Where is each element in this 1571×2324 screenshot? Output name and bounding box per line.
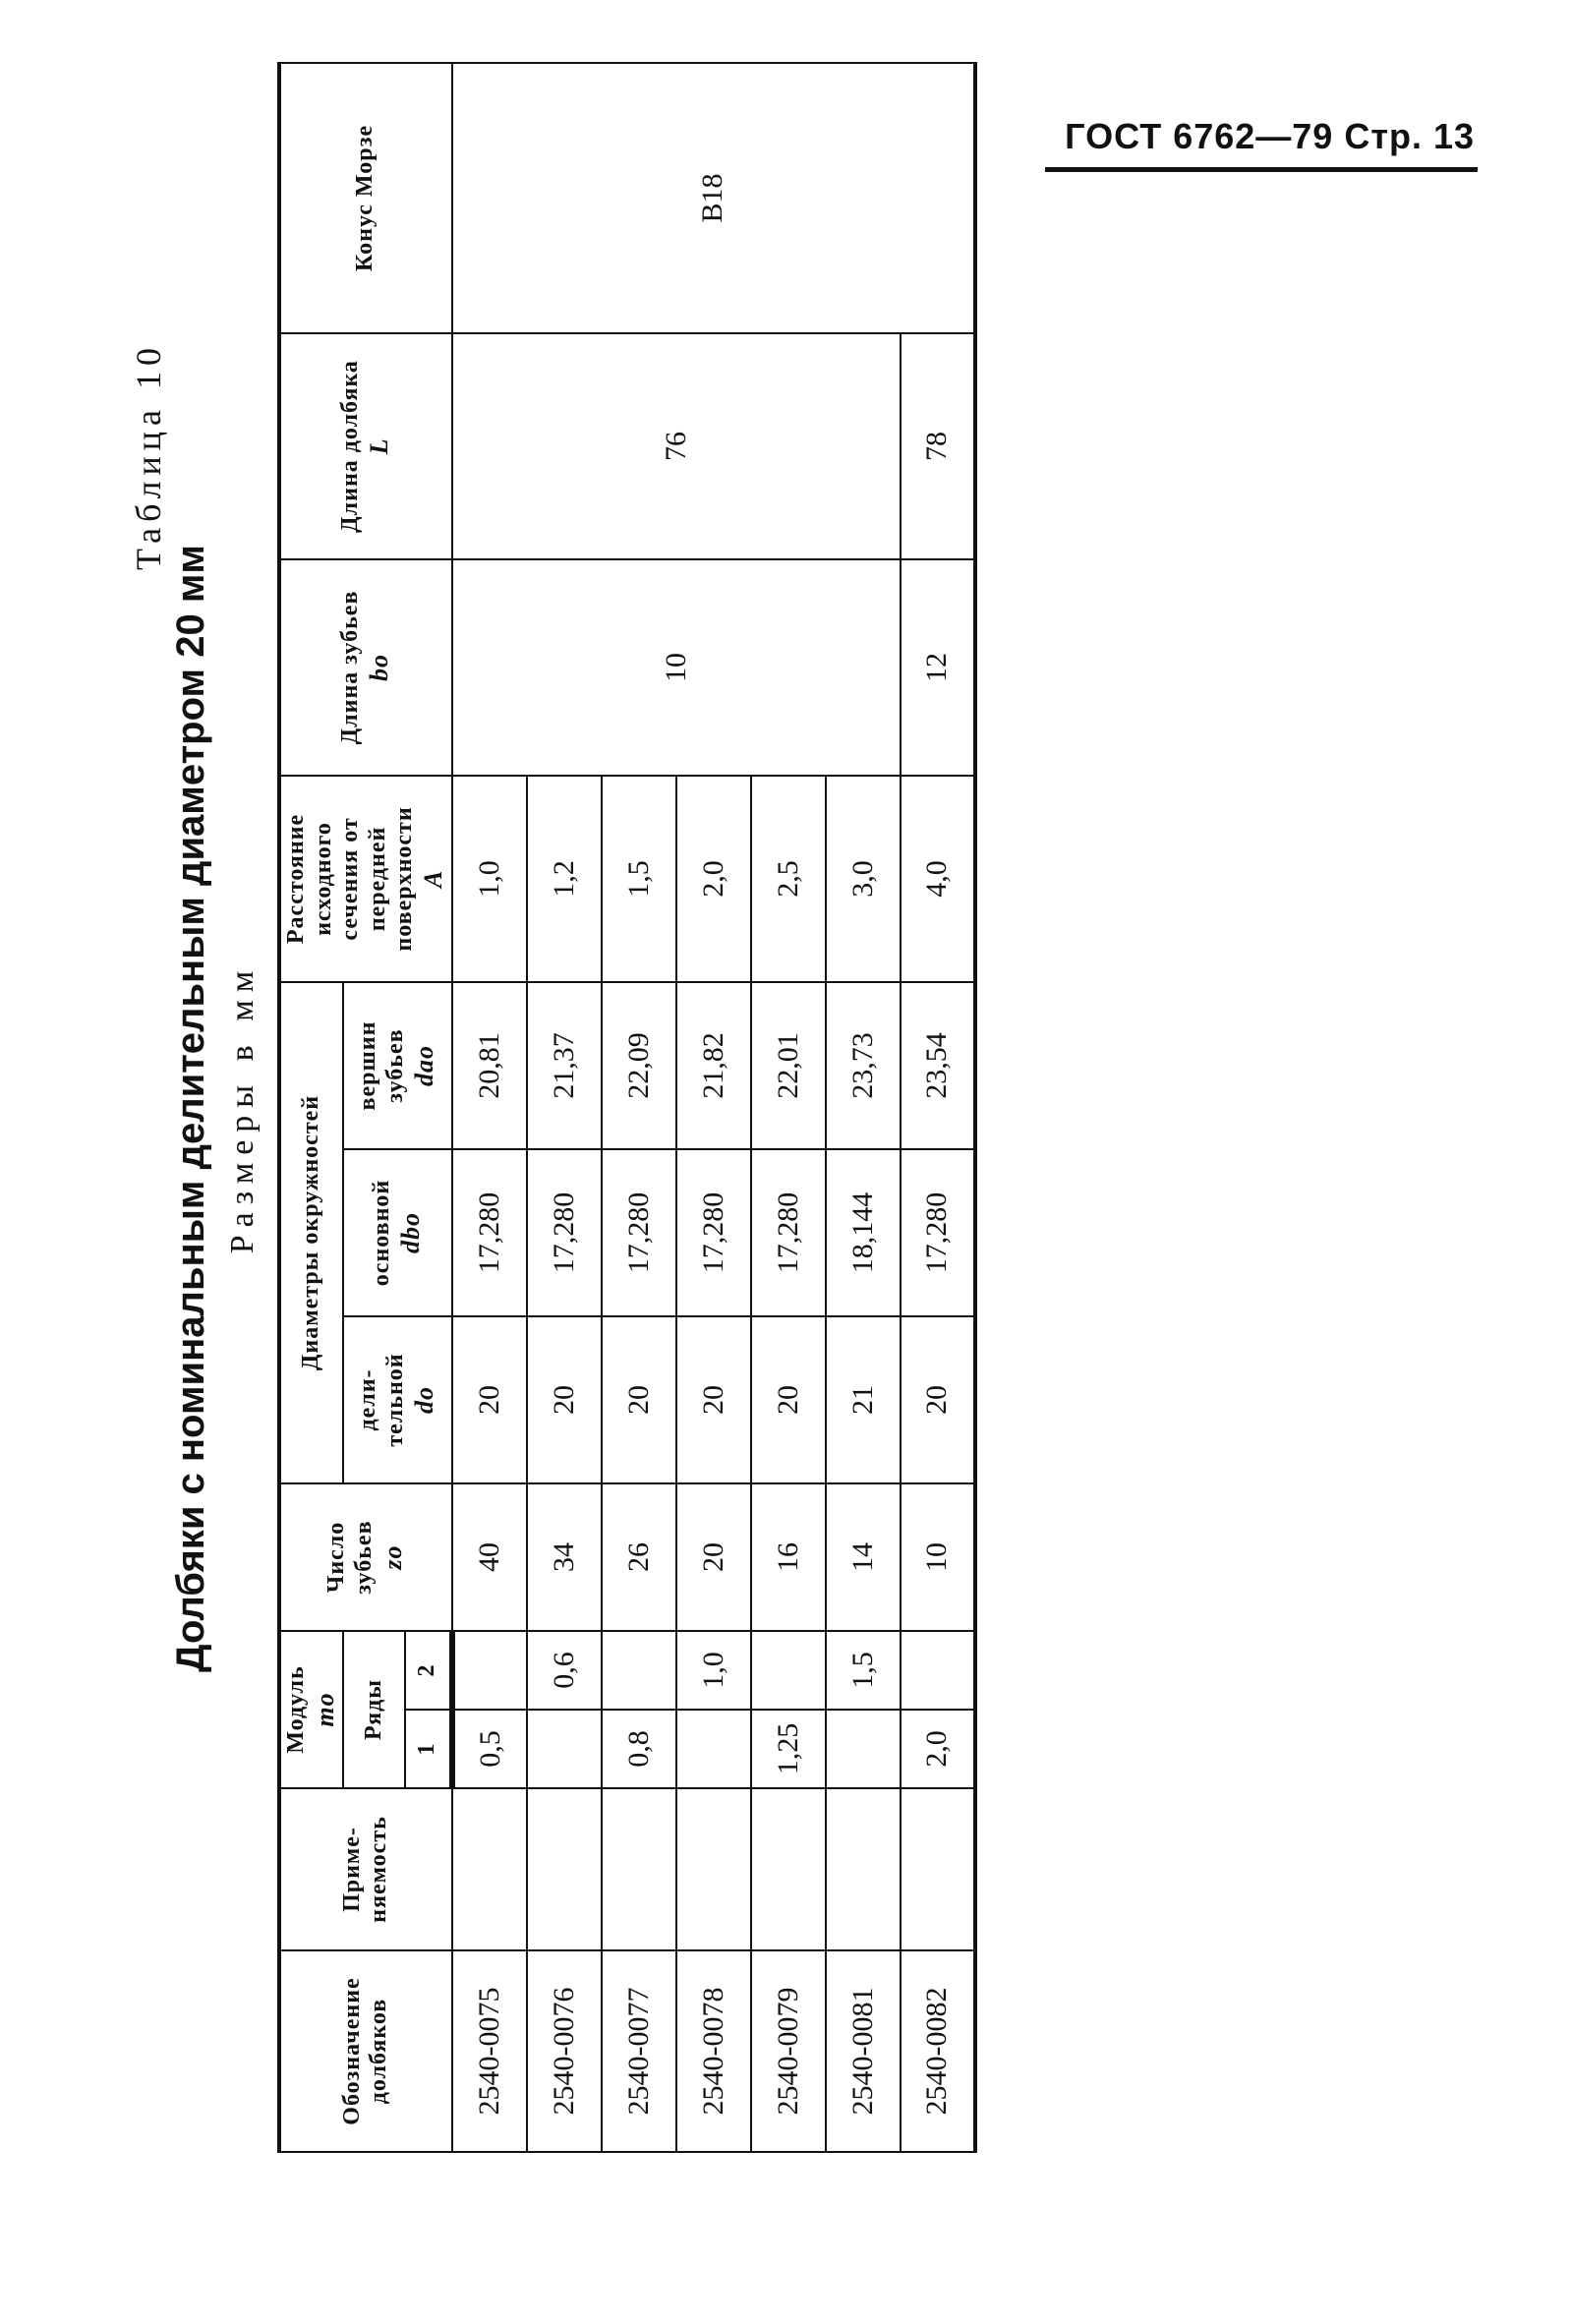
col-tooth-length: Длина зубьев bo <box>279 559 452 776</box>
cell-base: 17,280 <box>751 1149 826 1316</box>
cell-designation: 2540-0075 <box>452 1950 527 2152</box>
col-cutter-length: Длина долбяка L <box>279 333 452 559</box>
col-teeth: Число зубьев zo <box>279 1483 452 1631</box>
col-pitch-diameter: дели- тельной do <box>343 1316 451 1483</box>
table-title: Долбяки с номинальным делительным диаметром 20 мм <box>169 544 212 1673</box>
cell-applicability <box>901 1788 975 1950</box>
cell-distance: 2,0 <box>676 776 751 982</box>
cell-base: 18,144 <box>826 1149 901 1316</box>
cell-row2: 1,5 <box>826 1631 901 1710</box>
cell-designation: 2540-0076 <box>527 1950 602 2152</box>
cell-pitch: 20 <box>452 1316 527 1483</box>
col-diameters: Диаметры окружностей <box>279 982 343 1483</box>
cell-teeth: 16 <box>751 1483 826 1631</box>
cell-designation: 2540-0081 <box>826 1950 901 2152</box>
cell-pitch: 20 <box>751 1316 826 1483</box>
cell-tip: 22,09 <box>602 982 676 1149</box>
cell-base: 17,280 <box>676 1149 751 1316</box>
cell-applicability <box>676 1788 751 1950</box>
cell-pitch: 21 <box>826 1316 901 1483</box>
cell-pitch: 20 <box>676 1316 751 1483</box>
cell-applicability <box>452 1788 527 1950</box>
cell-base: 17,280 <box>527 1149 602 1316</box>
cell-base: 17,280 <box>901 1149 975 1316</box>
cell-row2: 1,0 <box>676 1631 751 1710</box>
cell-row2: 0,6 <box>527 1631 602 1710</box>
table-number: Таблица 10 <box>129 342 168 570</box>
cell-cutter-length: 78 <box>901 333 975 559</box>
cell-tooth-length: 10 <box>452 559 901 776</box>
cell-pitch: 20 <box>602 1316 676 1483</box>
cell-teeth: 20 <box>676 1483 751 1631</box>
cell-tip: 22,01 <box>751 982 826 1149</box>
cell-distance: 2,5 <box>751 776 826 982</box>
cell-tip: 20,81 <box>452 982 527 1149</box>
cell-distance: 1,0 <box>452 776 527 982</box>
table-row <box>452 63 527 2152</box>
cell-designation: 2540-0078 <box>676 1950 751 2152</box>
cell-applicability <box>527 1788 602 1950</box>
cell-row2 <box>901 1631 975 1710</box>
table-subtitle: Размеры в мм <box>224 962 261 1254</box>
col-base-diameter: основной dbo <box>343 1149 451 1316</box>
table-row <box>901 63 975 2152</box>
cell-designation: 2540-0082 <box>901 1950 975 2152</box>
col-applicability: Приме- няемость <box>279 1788 452 1950</box>
cell-tip: 21,82 <box>676 982 751 1149</box>
col-row-2: 2 <box>405 1631 451 1710</box>
cell-tip: 21,37 <box>527 982 602 1149</box>
cell-row1 <box>676 1710 751 1788</box>
cell-distance: 4,0 <box>901 776 975 982</box>
cell-designation: 2540-0077 <box>602 1950 676 2152</box>
col-distance: Расстояние исходного сечения от передней поверхности A <box>279 776 452 982</box>
cell-distance: 1,2 <box>527 776 602 982</box>
cell-teeth: 14 <box>826 1483 901 1631</box>
cell-tip: 23,54 <box>901 982 975 1149</box>
cell-row1 <box>826 1710 901 1788</box>
rotated-table-page <box>128 64 1357 2153</box>
cell-applicability <box>602 1788 676 1950</box>
cell-designation: 2540-0079 <box>751 1950 826 2152</box>
cell-teeth: 34 <box>527 1483 602 1631</box>
cell-applicability <box>826 1788 901 1950</box>
col-rows-label: Ряды <box>343 1631 405 1788</box>
cell-cutter-length: 76 <box>452 333 901 559</box>
cell-applicability <box>751 1788 826 1950</box>
cell-base: 17,280 <box>602 1149 676 1316</box>
cell-row2 <box>751 1631 826 1710</box>
cell-row1: 0,5 <box>452 1710 527 1788</box>
col-morse-cone: Конус Морзе <box>279 63 452 333</box>
col-tip-diameter: вершин зубьев dao <box>343 982 451 1149</box>
cell-row2 <box>602 1631 676 1710</box>
cell-row1 <box>527 1710 602 1788</box>
cell-teeth: 10 <box>901 1483 975 1631</box>
cell-base: 17,280 <box>452 1149 527 1316</box>
cell-teeth: 40 <box>452 1483 527 1631</box>
cell-row2 <box>452 1631 527 1710</box>
cell-row1: 1,25 <box>751 1710 826 1788</box>
cell-pitch: 20 <box>901 1316 975 1483</box>
col-row-1: 1 <box>405 1710 451 1788</box>
col-module: Модуль mo <box>279 1631 343 1788</box>
cell-distance: 1,5 <box>602 776 676 982</box>
cutter-table <box>277 62 977 2153</box>
cell-tip: 23,73 <box>826 982 901 1149</box>
cell-tooth-length: 12 <box>901 559 975 776</box>
page-header: ГОСТ 6762—79 Стр. 13 <box>1065 116 1475 156</box>
cell-row1: 0,8 <box>602 1710 676 1788</box>
cell-morse-cone: В18 <box>452 63 975 333</box>
col-designation: Обозначение долбяков <box>279 1950 452 2152</box>
cell-distance: 3,0 <box>826 776 901 982</box>
cell-row1: 2,0 <box>901 1710 975 1788</box>
cell-teeth: 26 <box>602 1483 676 1631</box>
cell-pitch: 20 <box>527 1316 602 1483</box>
